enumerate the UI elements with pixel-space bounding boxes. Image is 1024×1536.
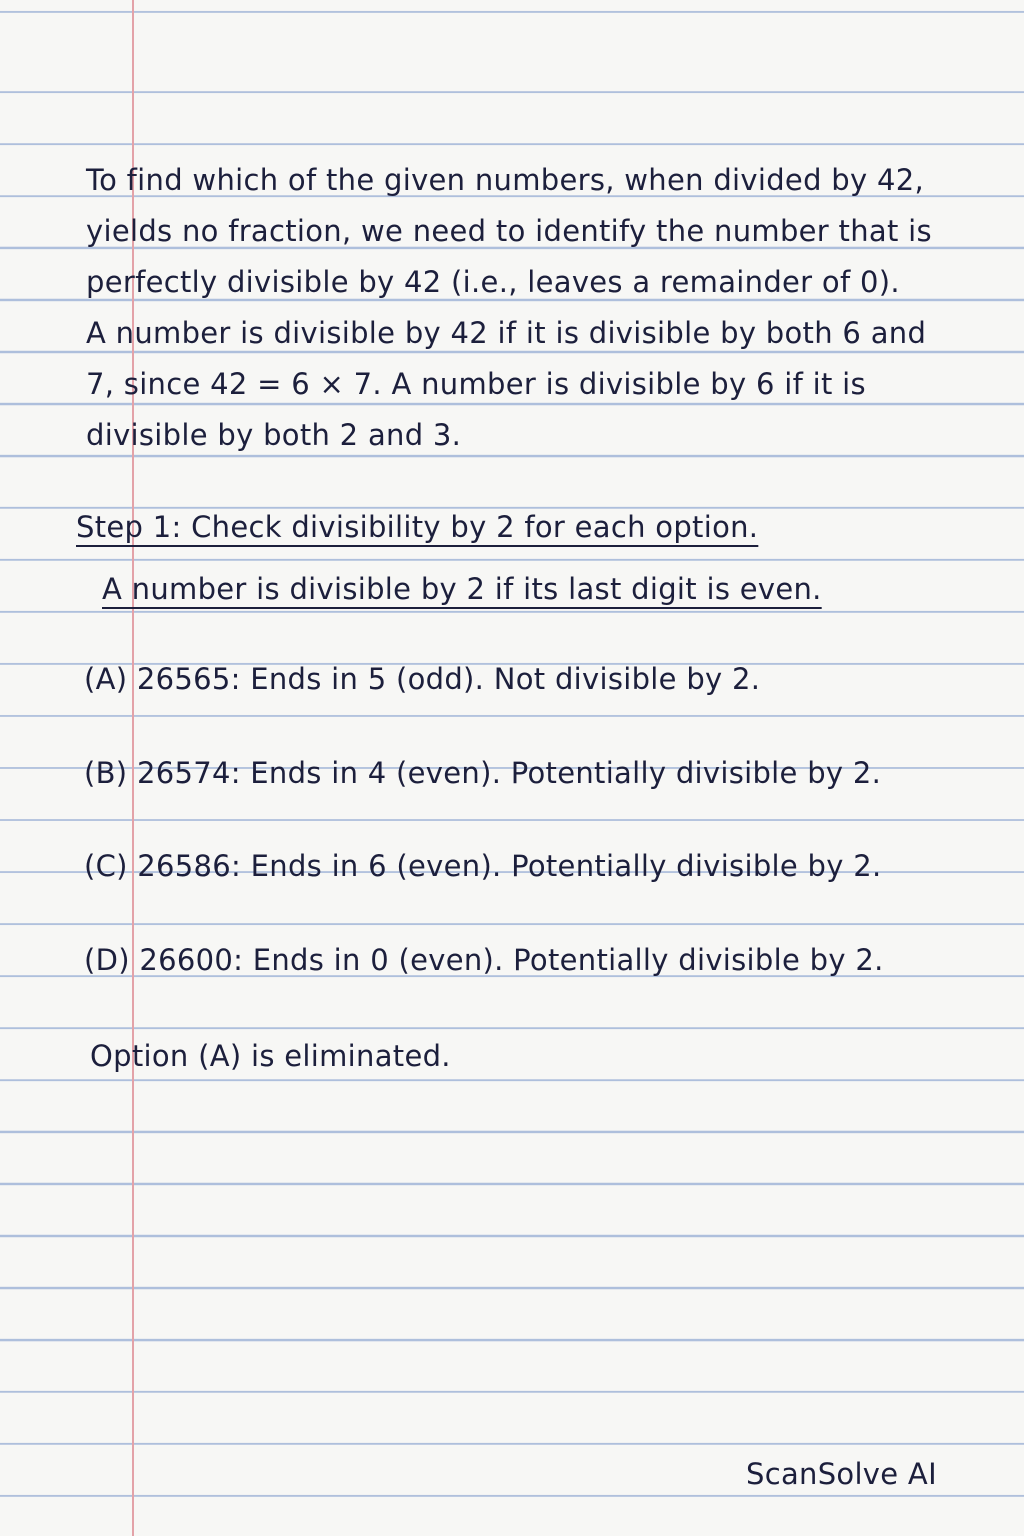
intro-line: yields no fraction, we need to identify the number that is [86, 214, 932, 248]
option-c: (C) 26586: Ends in 6 (even). Potentially divisible by 2. [84, 849, 882, 883]
step-1-rule: A number is divisible by 2 if its last digit is even. [102, 572, 822, 606]
option-d: (D) 26600: Ends in 0 (even). Potentially divisible by 2. [84, 943, 884, 977]
option-a: (A) 26565: Ends in 5 (odd). Not divisible by 2. [84, 662, 761, 696]
signature: ScanSolve AI [746, 1457, 937, 1491]
intro-line: To find which of the given numbers, when divided by 42, [86, 163, 925, 197]
intro-line: 7, since 42 = 6 × 7. A number is divisible by 6 if it is [86, 367, 866, 401]
conclusion: Option (A) is eliminated. [90, 1039, 451, 1073]
option-b: (B) 26574: Ends in 4 (even). Potentially divisible by 2. [84, 756, 882, 790]
intro-line: A number is divisible by 42 if it is divisible by both 6 and [86, 316, 927, 350]
intro-line: divisible by both 2 and 3. [86, 418, 462, 452]
intro-line: perfectly divisible by 42 (i.e., leaves a remainder of 0). [86, 265, 900, 299]
step-1-heading: Step 1: Check divisibility by 2 for each option. [76, 510, 759, 544]
